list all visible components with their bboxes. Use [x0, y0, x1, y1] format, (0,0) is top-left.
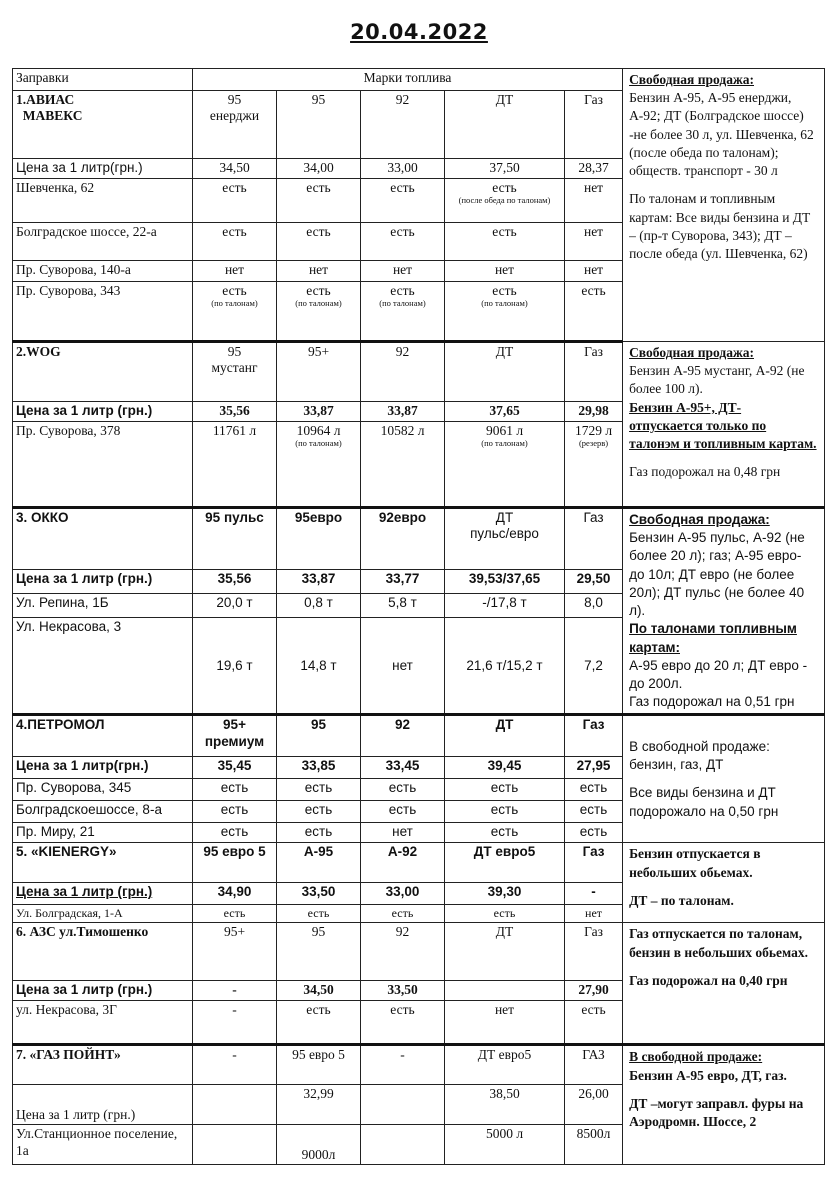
availability-cell: есть	[565, 282, 623, 342]
availability-cell: есть	[361, 801, 445, 823]
price-label: Цена за 1 литр (грн.)	[13, 1085, 193, 1125]
station-address: Ул. Репина, 1Б	[13, 594, 193, 618]
price-cell: 38,50	[445, 1085, 565, 1125]
station-address: Ул. Болградская, 1-А	[13, 905, 193, 923]
price-cell: 26,00	[565, 1085, 623, 1125]
availability-cell: есть	[361, 223, 445, 261]
volume-cell: 10964 л (по талонам)	[277, 422, 361, 508]
availability-cell: есть	[361, 905, 445, 923]
station2-note: Свободная продажа: Бензин А-95 мустанг, А-92 (не более 100 л). Бензин А-95+, ДТ- отпускается только по талонэм и топливным картам. Газ подорожал на 0,48 грн	[623, 342, 825, 508]
volume-cell: 20,0 т	[193, 594, 277, 618]
station6-note: Газ отпускается по талонам, бензин в небольших обьемах. Газ подорожал на 0,40 грн	[623, 923, 825, 1045]
station2-fuels-row	[13, 342, 825, 402]
price-cell: 34,50	[193, 159, 277, 179]
price-cell	[193, 1085, 277, 1125]
volume-cell: 21,6 т/15,2 т	[445, 618, 565, 715]
station-address: ул. Некрасова, 3Г	[13, 1001, 193, 1045]
availability-cell: нет	[565, 223, 623, 261]
availability-cell: есть	[445, 801, 565, 823]
availability-cell: есть (после обеда по талонам)	[445, 179, 565, 223]
price-cell: 34,50	[277, 981, 361, 1001]
station3-name: 3. ОККО	[13, 508, 193, 570]
fuel-label: 92	[361, 923, 445, 981]
availability-cell: есть	[361, 1001, 445, 1045]
availability-cell: есть	[565, 823, 623, 843]
price-cell	[445, 981, 565, 1001]
availability-cell: есть	[277, 905, 361, 923]
fuel-label: Газ	[565, 843, 623, 883]
fuel-label: 95 евро 5	[277, 1045, 361, 1085]
availability-cell: есть	[277, 179, 361, 223]
volume-cell: 5,8 т	[361, 594, 445, 618]
volume-cell: 14,8 т	[277, 618, 361, 715]
availability-cell: нет	[361, 823, 445, 843]
availability-cell: есть	[193, 823, 277, 843]
volume-cell: 7,2	[565, 618, 623, 715]
fuel-label: Газ	[565, 91, 623, 159]
fuel-label: ДТ евро5	[445, 1045, 565, 1085]
price-cell: 32,99	[277, 1085, 361, 1125]
station5-name: 5. «KIENERGY»	[13, 843, 193, 883]
fuel-label: ДТ	[445, 715, 565, 757]
fuel-label: ДТ	[445, 923, 565, 981]
price-cell	[361, 1085, 445, 1125]
station-address: Ул. Некрасова, 3	[13, 618, 193, 715]
volume-cell	[361, 1125, 445, 1165]
fuel-label: ДТ пульс/евро	[445, 508, 565, 570]
station-address: Пр. Суворова, 343	[13, 282, 193, 342]
station-address: Болградское шоссе, 22-а	[13, 223, 193, 261]
price-label: Цена за 1 литр (грн.)	[13, 569, 193, 593]
availability-cell: нет	[277, 261, 361, 282]
fuel-label: Газ	[565, 342, 623, 402]
volume-cell: нет	[361, 618, 445, 715]
fuel-label: -	[193, 1045, 277, 1085]
availability-cell: есть	[445, 779, 565, 801]
price-cell: 29,50	[565, 569, 623, 593]
station-address: Пр. Суворова, 345	[13, 779, 193, 801]
availability-cell: нет	[565, 179, 623, 223]
fuel-label: 95 евро 5	[193, 843, 277, 883]
price-cell: 34,90	[193, 883, 277, 905]
volume-cell: 1729 л (резерв)	[565, 422, 623, 508]
price-cell: 37,65	[445, 402, 565, 422]
fuel-label: 95+ премиум	[193, 715, 277, 757]
availability-cell: нет	[565, 261, 623, 282]
price-label: Цена за 1 литр(грн.)	[13, 757, 193, 779]
price-cell: 27,95	[565, 757, 623, 779]
availability-cell: есть	[277, 801, 361, 823]
station5-note: Бензин отпускается в небольших обьемах. ДТ – по талонам.	[623, 843, 825, 923]
fuel-label: 95+	[277, 342, 361, 402]
price-cell: 33,87	[277, 402, 361, 422]
availability-cell: есть	[277, 1001, 361, 1045]
price-cell: 33,45	[361, 757, 445, 779]
availability-cell: есть (по талонам)	[361, 282, 445, 342]
fuel-label: ДТ евро5	[445, 843, 565, 883]
station-address: Пр. Миру, 21	[13, 823, 193, 843]
station-address: Пр. Суворова, 378	[13, 422, 193, 508]
price-label: Цена за 1 литр (грн.)	[13, 883, 193, 905]
price-cell: 33,00	[361, 883, 445, 905]
fuel-label: Газ	[565, 508, 623, 570]
price-cell: 39,30	[445, 883, 565, 905]
price-label: Цена за 1 литр (грн.)	[13, 402, 193, 422]
volume-cell: 8,0	[565, 594, 623, 618]
availability-cell: есть	[445, 823, 565, 843]
price-cell: 34,00	[277, 159, 361, 179]
price-cell: 27,90	[565, 981, 623, 1001]
fuel-label: 92евро	[361, 508, 445, 570]
price-cell: -	[565, 883, 623, 905]
station-address: Шевченка, 62	[13, 179, 193, 223]
availability-cell: есть	[193, 905, 277, 923]
volume-cell	[193, 1125, 277, 1165]
availability-cell: есть	[193, 801, 277, 823]
price-cell: 35,56	[193, 402, 277, 422]
price-cell: 33,87	[277, 569, 361, 593]
price-cell: 37,50	[445, 159, 565, 179]
price-cell: 39,53/37,65	[445, 569, 565, 593]
price-label: Цена за 1 литр(грн.)	[13, 159, 193, 179]
fuel-label: 95евро	[277, 508, 361, 570]
price-cell: 35,45	[193, 757, 277, 779]
price-cell: 33,50	[361, 981, 445, 1001]
availability-cell: нет	[193, 261, 277, 282]
fuel-label: 95	[277, 923, 361, 981]
volume-cell: 5000 л	[445, 1125, 565, 1165]
availability-cell: есть	[565, 1001, 623, 1045]
document-date: 20.04.2022	[350, 20, 488, 44]
price-cell: 33,77	[361, 569, 445, 593]
price-cell: 39,45	[445, 757, 565, 779]
price-cell: 33,87	[361, 402, 445, 422]
availability-cell: есть	[193, 779, 277, 801]
availability-cell: есть	[193, 179, 277, 223]
volume-cell: 11761 л	[193, 422, 277, 508]
price-cell: 33,50	[277, 883, 361, 905]
availability-cell: нет	[361, 261, 445, 282]
fuel-label: ГАЗ	[565, 1045, 623, 1085]
fuel-label: 92	[361, 91, 445, 159]
availability-cell: есть	[445, 905, 565, 923]
fuel-label: Газ	[565, 715, 623, 757]
availability-cell: есть (по талонам)	[445, 282, 565, 342]
station-address: Пр. Суворова, 140-а	[13, 261, 193, 282]
fuel-label: 95	[277, 715, 361, 757]
fuel-label: Газ	[565, 923, 623, 981]
volume-cell: 9000л	[277, 1125, 361, 1165]
volume-cell: -/17,8 т	[445, 594, 565, 618]
availability-cell: есть	[565, 801, 623, 823]
volume-cell: 10582 л	[361, 422, 445, 508]
fuel-label: 92	[361, 715, 445, 757]
price-cell: 33,00	[361, 159, 445, 179]
volume-cell: 0,8 т	[277, 594, 361, 618]
station4-fuels-row	[13, 715, 825, 757]
station3-note: Свободная продажа: Бензин А-95 пульс, А-92 (не более 20 л); газ; А-95 евро- до 10л; ДТ евро (не более 20л); ДТ пульс (не более 40 л). По талонами топливным картам: А-95 евро до 20 л; ДТ евро - до 200л. Газ подорожал на 0,51 грн	[623, 508, 825, 715]
station7-fuels-row	[13, 1045, 825, 1085]
station4-note: В свободной продаже: бензин, газ, ДТ Все виды бензина и ДТ подорожало на 0,50 грн	[623, 715, 825, 843]
station-address: Болградскоешоссе, 8-а	[13, 801, 193, 823]
price-cell: 33,85	[277, 757, 361, 779]
station-address: Ул.Станционное поселение, 1а	[13, 1125, 193, 1165]
price-cell: 29,98	[565, 402, 623, 422]
availability-cell: есть	[445, 223, 565, 261]
station6-fuels-row	[13, 923, 825, 981]
availability-cell: есть	[193, 223, 277, 261]
fuel-label: 95 пульс	[193, 508, 277, 570]
station3-fuels-row	[13, 508, 825, 570]
fuels-header: Марки топлива	[193, 69, 623, 91]
fuel-label: 95 енерджи	[193, 91, 277, 159]
station1-note: Свободная продажа: Бензин А-95, А-95 енерджи, А-92; ДТ (Болградское шоссе) -не более 30 л, ул. Шевченка, 62 (после обеда по талонам); обществ. транспорт - 30 л По талонам и топливным картам: Все виды бензина и ДТ – (пр-т Суворова, 343); ДТ – после обеда (ул. Шевченка, 62)	[623, 69, 825, 342]
availability-cell: -	[193, 1001, 277, 1045]
volume-cell: 9061 л (по талонам)	[445, 422, 565, 508]
fuel-label: 95 мустанг	[193, 342, 277, 402]
station5-fuels-row	[13, 843, 825, 883]
fuel-label: -	[361, 1045, 445, 1085]
fuel-label: А-95	[277, 843, 361, 883]
availability-cell: есть	[277, 779, 361, 801]
price-cell: 28,37	[565, 159, 623, 179]
table-header	[13, 69, 825, 91]
fuel-label: 95+	[193, 923, 277, 981]
stations-header: Заправки	[13, 69, 193, 91]
station7-note: В свободной продаже: Бензин А-95 евро, ДТ, газ. ДТ –могут заправл. фуры на Аэродромн. Шоссе, 2	[623, 1045, 825, 1165]
availability-cell: есть	[361, 179, 445, 223]
station6-name: 6. АЗС ул.Тимошенко	[13, 923, 193, 981]
fuel-label: А-92	[361, 843, 445, 883]
station7-name: 7. «ГАЗ ПОЙНТ»	[13, 1045, 193, 1085]
availability-cell: нет	[565, 905, 623, 923]
fuel-label: ДТ	[445, 342, 565, 402]
fuel-label: 95	[277, 91, 361, 159]
station4-name: 4.ПЕТРОМОЛ	[13, 715, 193, 757]
volume-cell: 8500л	[565, 1125, 623, 1165]
availability-cell: нет	[445, 1001, 565, 1045]
availability-cell: нет	[445, 261, 565, 282]
availability-cell: есть	[277, 223, 361, 261]
availability-cell: есть (по талонам)	[193, 282, 277, 342]
price-cell: -	[193, 981, 277, 1001]
availability-cell: есть	[361, 779, 445, 801]
fuel-label: ДТ	[445, 91, 565, 159]
station1-name: 1.АВИАС МАВЕКС	[13, 91, 193, 159]
fuel-label: 92	[361, 342, 445, 402]
volume-cell: 19,6 т	[193, 618, 277, 715]
station2-name: 2.WOG	[13, 342, 193, 402]
availability-cell: есть (по талонам)	[277, 282, 361, 342]
fuel-table	[12, 68, 825, 1165]
price-label: Цена за 1 литр (грн.)	[13, 981, 193, 1001]
price-cell: 35,56	[193, 569, 277, 593]
availability-cell: есть	[277, 823, 361, 843]
availability-cell: есть	[565, 779, 623, 801]
